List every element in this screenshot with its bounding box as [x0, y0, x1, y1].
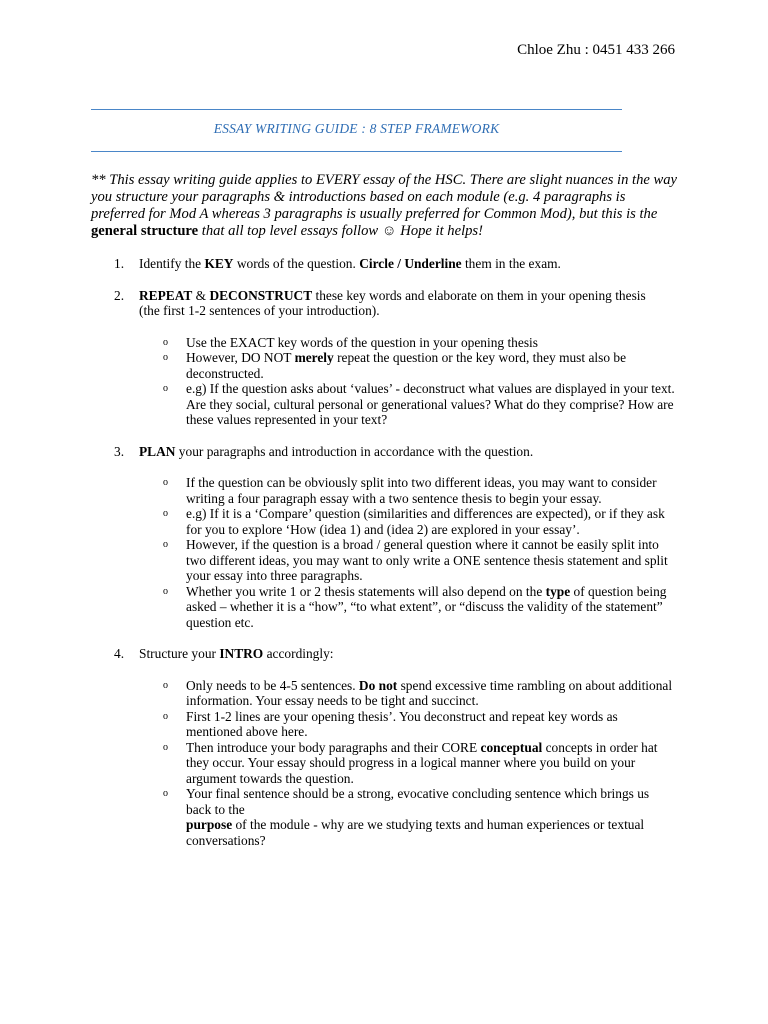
bullet-list [0, 335, 768, 428]
text-run: Identify the [139, 256, 205, 271]
bold-text: merely [294, 350, 334, 365]
text-run: However, DO NOT [186, 350, 295, 365]
bold-text: PLAN [139, 443, 176, 459]
step-number: 2. [114, 287, 125, 303]
bullet-list [0, 475, 768, 630]
bullet-circle-icon: o [163, 679, 168, 691]
text-run: First 1-2 lines are your opening thesis’. You deconstruct and repeat key words as mentioned above here. [186, 708, 618, 739]
bullet-text [186, 786, 676, 848]
bullet-text [186, 475, 676, 506]
bullet-item [0, 709, 768, 740]
bullet-item [0, 740, 768, 787]
title-top-rule [91, 109, 622, 110]
bullet-item [0, 537, 768, 584]
text-run: them in the exam. [461, 256, 561, 271]
text-run: of the module - why are we studying texts and human experiences or textual conversations? [186, 817, 645, 848]
bullet-circle-icon: o [163, 383, 168, 394]
bullet-item [0, 381, 768, 428]
bullet-item [0, 584, 768, 631]
bullet-item [0, 475, 768, 506]
bullet-text [186, 537, 676, 584]
step-number: 4. [114, 646, 125, 661]
bullet-circle-icon: o [163, 585, 168, 597]
intro-text-2: that all top level essays follow ☺ Hope it helps! [198, 223, 483, 239]
bold-text: DECONSTRUCT [209, 287, 313, 303]
intro-paragraph [91, 172, 681, 240]
text-run: If the question can be obviously split into two different ideas, you may want to consider writing a four paragraph essay with a two sentence thesis to begin your essay. [186, 475, 657, 506]
bullet-text [186, 709, 676, 740]
bullet-text [186, 506, 676, 537]
text-run: concepts in order hat they occur. Your essay should progress in a logical manner where you build on your argument towards the question. [186, 739, 658, 786]
text-run: these key words and elaborate on them in your opening thesis (the first 1-2 sentences of your introduction). [139, 287, 646, 318]
text-run: of question being asked – whether it is a “how”, “to what extent”, or “discuss the validity of the statement” question etc. [186, 583, 667, 630]
text-run: Structure your [139, 646, 220, 661]
bullet-text [186, 350, 676, 381]
bullet-item [0, 350, 768, 381]
step-text [139, 444, 659, 460]
steps-list [0, 256, 768, 864]
intro-bold-text: general structure [91, 223, 199, 239]
step-text [139, 288, 659, 319]
text-run: e.g) If it is a ‘Compare’ question (similarities and differences are expected), or if they ask for you to explore ‘How (idea 1) and (idea 2) are explored in your essay’. [186, 506, 665, 537]
bullet-circle-icon: o [163, 352, 168, 363]
text-run: your paragraphs and introduction in accordance with the question. [175, 443, 534, 459]
bullet-circle-icon: o [163, 788, 168, 799]
bullet-text [186, 584, 676, 631]
title-bottom-rule [91, 151, 622, 152]
bold-text: Circle / Underline [359, 256, 462, 271]
step-number: 3. [114, 443, 125, 459]
bold-text: Do not [358, 677, 398, 693]
text-run: repeat the question or the key word, they must also be deconstructed. [186, 350, 627, 381]
bold-text: KEY [204, 256, 234, 271]
text-run: Then introduce your body paragraphs and their CORE [186, 739, 481, 755]
bullet-circle-icon: o [163, 508, 168, 519]
text-run: & [192, 287, 210, 303]
step-item [0, 256, 768, 272]
text-run: Whether you write 1 or 2 thesis statements will also depend on the [186, 583, 546, 599]
bullet-item [0, 335, 768, 351]
bullet-circle-icon: o [163, 741, 168, 753]
text-run: Only needs to be 4-5 sentences. [186, 677, 359, 693]
bullet-item [0, 506, 768, 537]
step-item [0, 646, 768, 848]
bold-text: purpose [186, 817, 233, 832]
bullet-circle-icon: o [163, 477, 168, 488]
step-number: 1. [114, 256, 125, 271]
page-title: ESSAY WRITING GUIDE : 8 STEP FRAMEWORK [213, 121, 500, 136]
step-item [0, 444, 768, 631]
bullet-item [0, 786, 768, 848]
text-run: words of the question. [233, 256, 360, 271]
bold-text: conceptual [480, 739, 543, 755]
bullet-circle-icon: o [163, 710, 168, 722]
bold-text: type [545, 583, 571, 599]
text-run: spend excessive time rambling on about additional information. Your essay needs to be tight and succinct. [186, 677, 673, 708]
bullet-list [0, 678, 768, 849]
intro-text-1: ** This essay writing guide applies to EVERY essay of the HSC. There are slight nuances in the way you structure your paragraphs & introductions based on each module (e.g. 4 paragraphs is preferred for Mod A whereas 3 paragraphs is usually preferred for Common Mod), but this is the [91, 172, 678, 222]
step-text [139, 256, 659, 272]
bullet-item [0, 678, 768, 709]
bullet-text [186, 678, 676, 709]
text-run: accordingly: [263, 646, 334, 661]
text-run: However, if the question is a broad / general question where it cannot be easily split into two different ideas, you may want to only write a ONE sentence thesis statement and split your essay into three paragraphs. [186, 537, 668, 583]
bullet-circle-icon: o [163, 539, 168, 550]
bold-text: REPEAT [139, 287, 193, 303]
bullet-text [186, 381, 676, 428]
bullet-text [186, 335, 676, 351]
bullet-circle-icon: o [163, 336, 168, 348]
contact-header: Chloe Zhu : 0451 433 266 [517, 42, 675, 58]
text-run: Your final sentence should be a strong, evocative concluding sentence which brings us back to the [186, 786, 650, 817]
step-item [0, 288, 768, 428]
text-run: e.g) If the question asks about ‘values’ - deconstruct what values are displayed in your text. Are they social, cultural personal or generational values? What do they comprise? How are these values represented in your text? [186, 381, 675, 427]
bold-text: INTRO [219, 646, 264, 661]
bullet-text [186, 740, 676, 787]
text-run: Use the EXACT key words of the question in your opening thesis [186, 334, 538, 350]
step-text [139, 646, 659, 662]
